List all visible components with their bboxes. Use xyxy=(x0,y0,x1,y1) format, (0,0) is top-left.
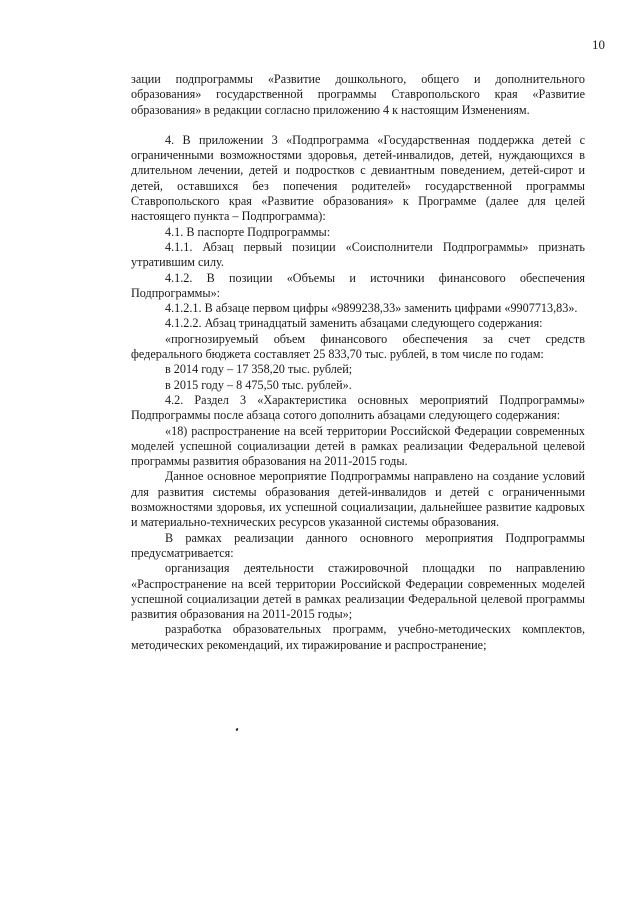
document-body xyxy=(131,72,585,653)
paragraph: 4.1.2. В позиции «Объемы и источники финансового обеспечения Подпрограммы»: xyxy=(131,270,585,300)
paragraph: зации подпрограммы «Развитие дошкольного, общего и дополнительного образования» государственной программы Ставропольского края «Развитие образования» в редакции согласно приложению 4 к настоящим Изменениям. xyxy=(131,72,585,117)
paragraph: в 2015 году – 8 475,50 тыс. рублей». xyxy=(165,377,352,392)
paragraph: «18) распространение на всей территории Российской Федерации современных моделей успешной социализации детей в рамках реализации Федеральной целевой программы развития образования на 2011-2015 годы. xyxy=(131,423,585,469)
paragraph: 4.2. Раздел 3 «Характеристика основных мероприятий Подпрограммы» Подпрограммы после абзаца сотого дополнить абзацами следующего содержания: xyxy=(131,392,585,423)
paragraph: в 2014 году – 17 358,20 тыс. рублей; xyxy=(165,362,353,377)
paragraph: 4. В приложении 3 «Подпрограмма «Государственная поддержка детей с ограниченными возможностями здоровья, детей-инвалидов, детей, нуждающихся в длительном лечении, детей и подростков с девиантным поведением, детей-сирот и детей, оставшихся без попечения родителей» государственной программы Ставропольского края «Развитие образования» к Программе (далее для целей настоящего пункта – Подпрограмма): xyxy=(131,132,585,224)
paragraph: 4.1.2.2. Абзац тринадцатый заменить абзацами следующего содержания: xyxy=(165,316,543,331)
paragraph: разработка образовательных программ, учебно-методических комплектов, методических рекомендаций, их тиражирование и распространение; xyxy=(131,622,585,652)
paragraph: Данное основное мероприятие Подпрограммы направлено на создание условий для развития системы образования детей-инвалидов и детей с ограниченными возможностями здоровья, их успешной социализации, дальнейшее развитие кадровых и материально-технических ресурсов указанной системы образования. xyxy=(131,469,585,530)
paragraph: 4.1.1. Абзац первый позиции «Соисполнители Подпрограммы» признать утратившим силу. xyxy=(131,239,585,270)
scan-speck xyxy=(235,728,238,732)
paragraph: В рамках реализации данного основного мероприятия Подпрограммы предусматривается: xyxy=(131,530,585,560)
paragraph: 4.1. В паспорте Подпрограммы: xyxy=(165,224,331,239)
paragraph: 4.1.2.1. В абзаце первом цифры «9899238,33» заменить цифрами «9907713,83». xyxy=(165,301,578,316)
paragraph: организация деятельности стажировочной площадки по направлению «Распространение на всей территории Российской Федерации современных моделей успешной социализации детей в рамках реализации Федеральной целевой программы развития образования на 2011-2015 годы»; xyxy=(131,561,585,622)
paragraph: «прогнозируемый объем финансового обеспечения за счет средств федерального бюджета составляет 25 833,70 тыс. рублей, в том числе по годам: xyxy=(131,331,585,362)
page-number: 10 xyxy=(592,37,605,52)
